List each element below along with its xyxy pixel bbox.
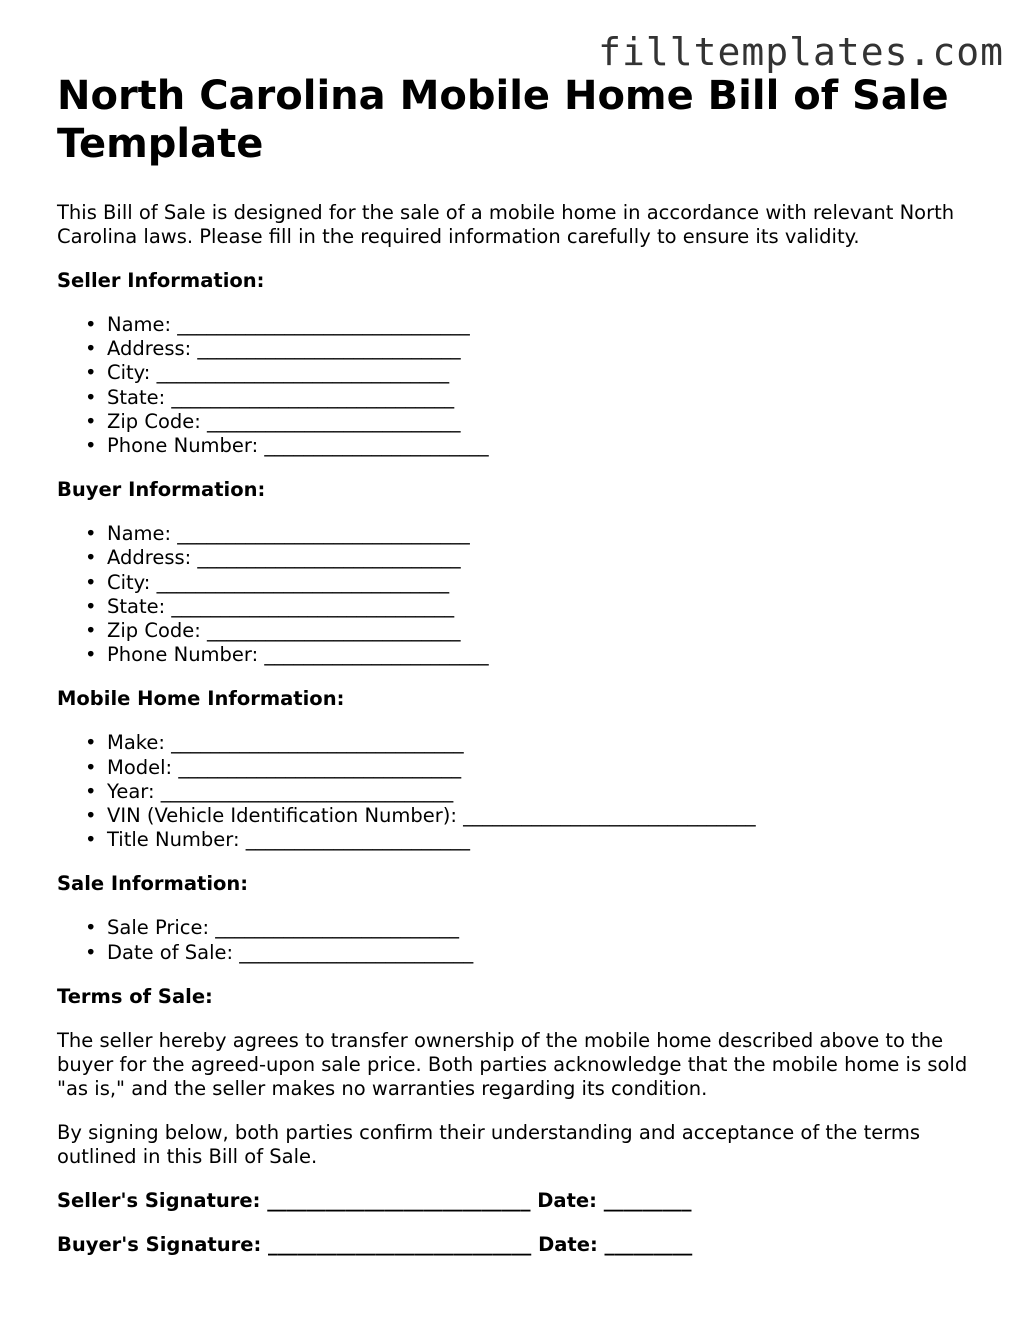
buyer-zip-field: • Zip Code: __________________________ [107,619,987,643]
terms-paragraph: The seller hereby agrees to transfer ownership of the mobile home described above to the buyer for the agreed-upon sale price. Both parties acknowledge that the mobile home is sold "as is," and the seller makes no warranties regarding its condition. [57,1028,968,1100]
mobile-home-make-field: • Make: ______________________________ [107,731,987,755]
sale-section-heading: Sale Information: [57,872,249,896]
buyer-signature-line: Buyer's Signature: ___________________________ Date: _________ [57,1232,693,1256]
mobile-home-section-heading: Mobile Home Information: [57,687,345,711]
intro-paragraph: This Bill of Sale is designed for the sale of a mobile home in accordance with relevant North Carolina laws. Please fill in the required information carefully to ensure its validity. [57,201,955,248]
acceptance-paragraph: By signing below, both parties confirm their understanding and acceptance of the terms outlined in this Bill of Sale. [57,1120,921,1168]
seller-phone-field: • Phone Number: _______________________ [107,434,987,458]
buyer-phone-field: • Phone Number: _______________________ [107,643,987,667]
sale-field-list [57,916,987,964]
mobile-home-vin-field: • VIN (Vehicle Identification Number): ______________________________ [107,804,987,828]
document-title: North Carolina Mobile Home Bill of Sale Template [57,73,949,167]
mobile-home-title-number-field: • Title Number: _______________________ [107,828,987,852]
buyer-section-heading: Buyer Information: [57,478,266,502]
seller-address-field: • Address: ___________________________ [107,337,987,361]
buyer-name-field: • Name: ______________________________ [107,522,987,546]
mobile-home-field-list [57,731,987,852]
mobile-home-model-field: • Model: _____________________________ [107,756,987,780]
document-page [57,72,987,1257]
buyer-state-field: • State: _____________________________ [107,595,987,619]
seller-section-heading: Seller Information: [57,269,265,292]
buyer-field-list [57,522,987,667]
buyer-city-field: • City: ______________________________ [107,571,987,595]
seller-zip-field: • Zip Code: __________________________ [107,410,987,434]
terms-section-heading: Terms of Sale: [57,984,213,1008]
watermark-text: filltemplates.com [598,30,1004,74]
seller-name-field: • Name: ______________________________ [107,313,987,337]
seller-state-field: • State: _____________________________ [107,386,987,410]
seller-field-list [57,313,987,458]
seller-city-field: • City: ______________________________ [107,361,987,385]
seller-signature-line: Seller's Signature: ___________________________ Date: _________ [57,1188,692,1212]
buyer-address-field: • Address: ___________________________ [107,546,987,570]
sale-date-field: • Date of Sale: ________________________ [107,941,987,965]
sale-price-field: • Sale Price: _________________________ [107,916,987,940]
mobile-home-year-field: • Year: ______________________________ [107,780,987,804]
